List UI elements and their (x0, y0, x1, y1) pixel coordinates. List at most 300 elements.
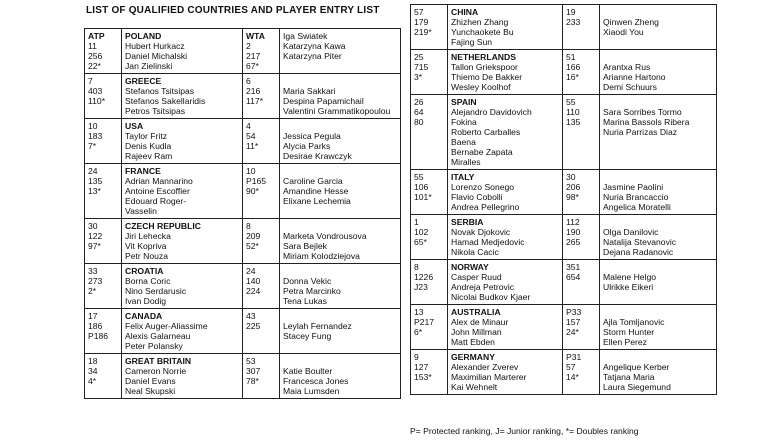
player-name: Amandine Hesse (283, 186, 349, 196)
atp-rank: P217 (414, 317, 435, 327)
player-name: Natalija Stevanovic (603, 237, 677, 247)
men-names-cell (122, 264, 243, 309)
wta-rank: 90* (246, 186, 259, 196)
player-name: Rajeev Ram (125, 151, 173, 161)
wta-rank: 57 (566, 362, 576, 372)
player-name: Daniel Michalski (125, 51, 188, 61)
country-row (85, 354, 401, 399)
atp-rank: 97* (88, 241, 101, 251)
atp-rank: 219* (414, 27, 432, 37)
atp-rank: 273 (88, 276, 103, 286)
wta-rank: 233 (566, 17, 581, 27)
player-name: Bernabe Zapata (451, 147, 513, 157)
player-name: Alex de Minaur (451, 317, 509, 327)
player-name: Taylor Fritz (125, 131, 168, 141)
country-name: GERMANY (451, 352, 495, 362)
atp-rank: 7 (88, 76, 93, 86)
wta-rank: 53 (246, 356, 256, 366)
country-row (411, 350, 717, 395)
player-name: Demi Schuurs (603, 82, 657, 92)
atp-rank: 30 (88, 221, 98, 231)
wta-rank: 16* (566, 72, 579, 82)
player-name: Jessica Pegula (283, 131, 341, 141)
player-name: Novak Djokovic (451, 227, 511, 237)
player-name: Fajing Sun (451, 37, 493, 47)
player-name: Miralles (451, 157, 481, 167)
player-name: Jiri Lehecka (125, 231, 171, 241)
atp-header: ATP (88, 31, 105, 41)
atp-rank-cell (411, 305, 448, 350)
women-names-cell (280, 29, 401, 74)
spacer (283, 76, 397, 86)
player-name: Alexander Zverev (451, 362, 519, 372)
men-names-cell (448, 350, 563, 395)
country-name: SERBIA (451, 217, 484, 227)
player-name: Sara Bejlek (283, 241, 327, 251)
player-name: John Millman (451, 327, 502, 337)
wta-rank-cell (563, 305, 600, 350)
country-name: POLAND (125, 31, 162, 41)
player-name: Andreja Petrovic (451, 282, 515, 292)
wta-rank: 135 (566, 117, 581, 127)
wta-rank: 206 (566, 182, 581, 192)
wta-rank-cell (243, 219, 280, 264)
atp-rank-cell (85, 264, 122, 309)
spacer (603, 172, 713, 182)
women-names-cell (600, 260, 717, 305)
player-name: Antoine Escoffier (125, 186, 190, 196)
atp-rank: 25 (414, 52, 424, 62)
wta-rank: 209 (246, 231, 261, 241)
wta-rank-cell (563, 50, 600, 95)
atp-rank: 3* (414, 72, 423, 82)
atp-rank: 186 (88, 321, 103, 331)
country-row (85, 219, 401, 264)
wta-rank-cell (563, 95, 600, 170)
country-name: CROATIA (125, 266, 164, 276)
atp-rank-cell (411, 215, 448, 260)
men-names-cell (448, 5, 563, 50)
spacer (283, 266, 397, 276)
atp-rank: 57 (414, 7, 424, 17)
player-name: Daniel Evans (125, 376, 176, 386)
women-names-cell (600, 215, 717, 260)
player-name: Stefanos Sakellaridis (125, 96, 206, 106)
player-name: Alejandro Davidovich (451, 107, 532, 117)
player-name: Marina Bassols Ribera (603, 117, 690, 127)
wta-rank: P33 (566, 307, 582, 317)
wta-rank: 157 (566, 317, 581, 327)
women-names-cell (600, 305, 717, 350)
country-row (411, 215, 717, 260)
player-name: Tallon Griekspoor (451, 62, 518, 72)
wta-rank-cell (563, 5, 600, 50)
atp-rank: 6* (414, 327, 423, 337)
wta-rank-cell (243, 74, 280, 119)
country-row (85, 309, 401, 354)
right-entry-table (410, 4, 717, 395)
player-name: Nuria Brancaccio (603, 192, 669, 202)
spacer (603, 262, 713, 272)
wta-header: WTA (246, 31, 265, 41)
atp-rank: 101* (414, 192, 432, 202)
atp-rank: 13 (414, 307, 424, 317)
atp-rank-cell (411, 50, 448, 95)
atp-rank: 2* (88, 286, 97, 296)
country-name: SPAIN (451, 97, 477, 107)
men-names-cell (122, 164, 243, 219)
player-name: Maia Lumsden (283, 386, 340, 396)
wta-rank-cell (563, 260, 600, 305)
wta-rank: 30 (566, 172, 576, 182)
men-names-cell (448, 260, 563, 305)
women-names-cell (600, 50, 717, 95)
player-name: Casper Ruud (451, 272, 502, 282)
atp-rank: 106 (414, 182, 429, 192)
player-name: Fokina (451, 117, 477, 127)
player-name: Ellen Perez (603, 337, 647, 347)
player-name: Andrea Pellegrino (451, 202, 520, 212)
wta-rank: 98* (566, 192, 579, 202)
atp-rank-cell (85, 309, 122, 354)
country-name: ITALY (451, 172, 475, 182)
player-name: Nuria Parrizas Diaz (603, 127, 678, 137)
atp-rank-cell (411, 170, 448, 215)
left-entry-table (84, 28, 401, 399)
player-name: Petros Tsitsipas (125, 106, 186, 116)
atp-rank: 8 (414, 262, 419, 272)
country-row (411, 5, 717, 50)
wta-rank: 43 (246, 311, 256, 321)
player-name: Xiaodi You (603, 27, 644, 37)
player-name: Jasmine Paolini (603, 182, 664, 192)
wta-rank: 78* (246, 376, 259, 386)
player-name: Desirae Krawczyk (283, 151, 352, 161)
wta-rank: 11* (246, 141, 259, 151)
wta-rank-cell (243, 354, 280, 399)
women-names-cell (280, 119, 401, 164)
player-name: Wesley Koolhof (451, 82, 511, 92)
atp-rank: 4* (88, 376, 97, 386)
atp-rank: 9 (414, 352, 419, 362)
player-name: Adrian Mannarino (125, 176, 193, 186)
player-name: Nicolai Budkov Kjaer (451, 292, 531, 302)
atp-rank-cell (411, 5, 448, 50)
atp-rank: J23 (414, 282, 428, 292)
spacer (603, 97, 713, 107)
atp-rank: 65* (414, 237, 427, 247)
wta-rank-cell (563, 350, 600, 395)
player-name: Sara Sorribes Tormo (603, 107, 682, 117)
player-name: Flavio Cobolli (451, 192, 503, 202)
player-name: Alexis Galarneau (125, 331, 191, 341)
player-name: Olga Danilovic (603, 227, 659, 237)
women-names-cell (280, 309, 401, 354)
men-names-cell (122, 29, 243, 74)
player-name: Petra Marcinko (283, 286, 341, 296)
wta-rank: 2 (246, 41, 251, 51)
player-name: Katie Boulter (283, 366, 333, 376)
spacer (283, 221, 397, 231)
men-names-cell (122, 309, 243, 354)
wta-rank: 24 (246, 266, 256, 276)
player-name: Dejana Radanovic (603, 247, 674, 257)
country-row (411, 305, 717, 350)
wta-rank: 217 (246, 51, 261, 61)
men-names-cell (122, 74, 243, 119)
atp-rank: P186 (88, 331, 109, 341)
player-name: Maria Sakkari (283, 86, 336, 96)
player-name: Matt Ebden (451, 337, 495, 347)
player-name: Angelique Kerber (603, 362, 670, 372)
country-name: NORWAY (451, 262, 489, 272)
player-name: Malene Helgo (603, 272, 657, 282)
atp-rank-cell (85, 119, 122, 164)
country-name: FRANCE (125, 166, 161, 176)
player-name: Donna Vekic (283, 276, 332, 286)
ranking-legend: P= Protected ranking, J= Junior ranking, *= Doubles ranking (410, 426, 639, 436)
country-row (411, 50, 717, 95)
atp-rank: 18 (88, 356, 98, 366)
player-name: Maximilian Marterer (451, 372, 527, 382)
atp-rank: 33 (88, 266, 98, 276)
country-name: CANADA (125, 311, 163, 321)
player-name: Neal Skupski (125, 386, 176, 396)
atp-rank: 34 (88, 366, 98, 376)
country-name: NETHERLANDS (451, 52, 516, 62)
country-row (85, 74, 401, 119)
atp-rank: 80 (414, 117, 424, 127)
spacer (603, 7, 713, 17)
spacer (283, 356, 397, 366)
atp-rank: 403 (88, 86, 103, 96)
player-name: Iga Swiatek (283, 31, 328, 41)
player-name: Vasselin (125, 206, 157, 216)
atp-rank: 26 (414, 97, 424, 107)
atp-rank-cell (85, 164, 122, 219)
player-name: Borna Coric (125, 276, 171, 286)
player-name: Francesca Jones (283, 376, 349, 386)
player-name: Caroline Garcia (283, 176, 343, 186)
player-name: Baena (451, 137, 476, 147)
wta-rank: P31 (566, 352, 582, 362)
player-name: Ulrikke Eikeri (603, 282, 654, 292)
wta-rank: 110 (566, 107, 580, 117)
wta-rank: 67* (246, 61, 259, 71)
atp-rank: 183 (88, 131, 103, 141)
women-names-cell (600, 5, 717, 50)
atp-rank-cell (411, 350, 448, 395)
player-name: Ajla Tomljanovic (603, 317, 665, 327)
player-name: Arantxa Rus (603, 62, 651, 72)
men-names-cell (122, 219, 243, 264)
wta-rank-cell (243, 29, 280, 74)
player-name: Katarzyna Kawa (283, 41, 346, 51)
player-name: Yunchaokete Bu (451, 27, 514, 37)
wta-rank: 10 (246, 166, 256, 176)
player-name: Angelica Moratelli (603, 202, 671, 212)
player-name: Vit Kopriva (125, 241, 167, 251)
atp-rank: 110* (88, 96, 106, 106)
country-name: USA (125, 121, 144, 131)
wta-rank: 117* (246, 96, 264, 106)
country-row (85, 29, 401, 74)
women-names-cell (280, 264, 401, 309)
player-name: Alycia Parks (283, 141, 331, 151)
atp-rank: 153* (414, 372, 432, 382)
country-name: GREAT BRITAIN (125, 356, 192, 366)
player-name: Tena Lukas (283, 296, 327, 306)
spacer (283, 121, 397, 131)
atp-rank: 102 (414, 227, 429, 237)
wta-rank: 265 (566, 237, 581, 247)
wta-rank-cell (563, 170, 600, 215)
atp-rank: 256 (88, 51, 103, 61)
atp-rank: 179 (414, 17, 429, 27)
spacer (603, 352, 713, 362)
men-names-cell (448, 170, 563, 215)
atp-rank: 715 (414, 62, 429, 72)
country-row (85, 164, 401, 219)
men-names-cell (122, 354, 243, 399)
wta-rank-cell (243, 119, 280, 164)
wta-rank: 54 (246, 131, 256, 141)
atp-rank: 24 (88, 166, 98, 176)
wta-rank-cell (243, 264, 280, 309)
atp-rank-cell (85, 219, 122, 264)
spacer (603, 307, 713, 317)
women-names-cell (600, 95, 717, 170)
men-names-cell (448, 95, 563, 170)
wta-rank: 307 (246, 366, 261, 376)
spacer (603, 52, 713, 62)
country-row (411, 260, 717, 305)
player-name: Arianne Hartono (603, 72, 666, 82)
atp-rank: 17 (88, 311, 98, 321)
country-row (85, 264, 401, 309)
player-name: Storm Hunter (603, 327, 655, 337)
wta-rank: 55 (566, 97, 576, 107)
men-names-cell (122, 119, 243, 164)
wta-rank: 6 (246, 76, 251, 86)
atp-rank: 127 (414, 362, 429, 372)
player-name: Marketa Vondrousova (283, 231, 367, 241)
atp-rank: 11 (88, 41, 97, 51)
player-name: Edouard Roger- (125, 196, 187, 206)
player-name: Qinwen Zheng (603, 17, 659, 27)
country-row (411, 170, 717, 215)
player-name: Peter Polansky (125, 341, 183, 351)
player-name: Laura Siegemund (603, 382, 671, 392)
player-name: Zhizhen Zhang (451, 17, 509, 27)
spacer (603, 217, 713, 227)
player-name: Valentini Grammatikopoulou (283, 106, 391, 116)
wta-rank: 24* (566, 327, 579, 337)
player-name: Kai Wehnelt (451, 382, 498, 392)
atp-rank: 10 (88, 121, 98, 131)
wta-rank: 14* (566, 372, 579, 382)
women-names-cell (600, 350, 717, 395)
wta-rank: 112 (566, 217, 580, 227)
atp-rank: 135 (88, 176, 103, 186)
spacer (283, 166, 397, 176)
player-name: Leylah Fernandez (283, 321, 352, 331)
wta-rank-cell (243, 164, 280, 219)
wta-rank-cell (563, 215, 600, 260)
player-name: Felix Auger-Aliassime (125, 321, 208, 331)
page-title: LIST OF QUALIFIED COUNTRIES AND PLAYER ENTRY LIST (86, 5, 380, 16)
wta-rank: 224 (246, 286, 261, 296)
wta-rank: 654 (566, 272, 581, 282)
country-name: CHINA (451, 7, 479, 17)
wta-rank: 4 (246, 121, 251, 131)
player-name: Tatjana Maria (603, 372, 655, 382)
player-name: Elixane Lechemia (283, 196, 351, 206)
atp-rank: 22* (88, 61, 101, 71)
wta-rank: 166 (566, 62, 581, 72)
player-name: Katarzyna Piter (283, 51, 342, 61)
player-name: Ivan Dodig (125, 296, 167, 306)
wta-rank: 51 (566, 52, 576, 62)
men-names-cell (448, 215, 563, 260)
atp-rank-cell (85, 354, 122, 399)
player-name: Denis Kudla (125, 141, 172, 151)
atp-rank: 122 (88, 231, 103, 241)
player-name: Nikola Cacic (451, 247, 499, 257)
wta-rank: 351 (566, 262, 581, 272)
atp-rank: 13* (88, 186, 101, 196)
wta-rank: 216 (246, 86, 261, 96)
atp-rank-cell (411, 95, 448, 170)
women-names-cell (280, 164, 401, 219)
wta-rank: 190 (566, 227, 581, 237)
player-name: Nino Serdarusic (125, 286, 187, 296)
men-names-cell (448, 50, 563, 95)
spacer (283, 311, 397, 321)
atp-rank: 1226 (414, 272, 434, 282)
player-name: Jan Zielinski (125, 61, 173, 71)
atp-rank: 7* (88, 141, 97, 151)
wta-rank: 52* (246, 241, 259, 251)
player-name: Lorenzo Sonego (451, 182, 515, 192)
wta-rank: P165 (246, 176, 267, 186)
women-names-cell (600, 170, 717, 215)
wta-rank: 225 (246, 321, 261, 331)
atp-rank-cell (85, 29, 122, 74)
wta-rank: 140 (246, 276, 261, 286)
player-name: Roberto Carballes (451, 127, 521, 137)
wta-rank: 8 (246, 221, 251, 231)
women-names-cell (280, 74, 401, 119)
player-name: Petr Nouza (125, 251, 168, 261)
atp-rank: 64 (414, 107, 424, 117)
player-name: Thiemo De Bakker (451, 72, 523, 82)
player-name: Cameron Norrie (125, 366, 187, 376)
player-name: Despina Papamichail (283, 96, 364, 106)
player-name: Miriam Kolodziejova (283, 251, 360, 261)
country-row (411, 95, 717, 170)
country-name: CZECH REPUBLIC (125, 221, 201, 231)
wta-rank-cell (243, 309, 280, 354)
women-names-cell (280, 219, 401, 264)
atp-rank: 1 (414, 217, 419, 227)
atp-rank-cell (85, 74, 122, 119)
player-name: Stefanos Tsitsipas (125, 86, 195, 96)
women-names-cell (280, 354, 401, 399)
country-name: AUSTRALIA (451, 307, 501, 317)
player-name: Hamad Medjedovic (451, 237, 525, 247)
wta-rank: 19 (566, 7, 576, 17)
